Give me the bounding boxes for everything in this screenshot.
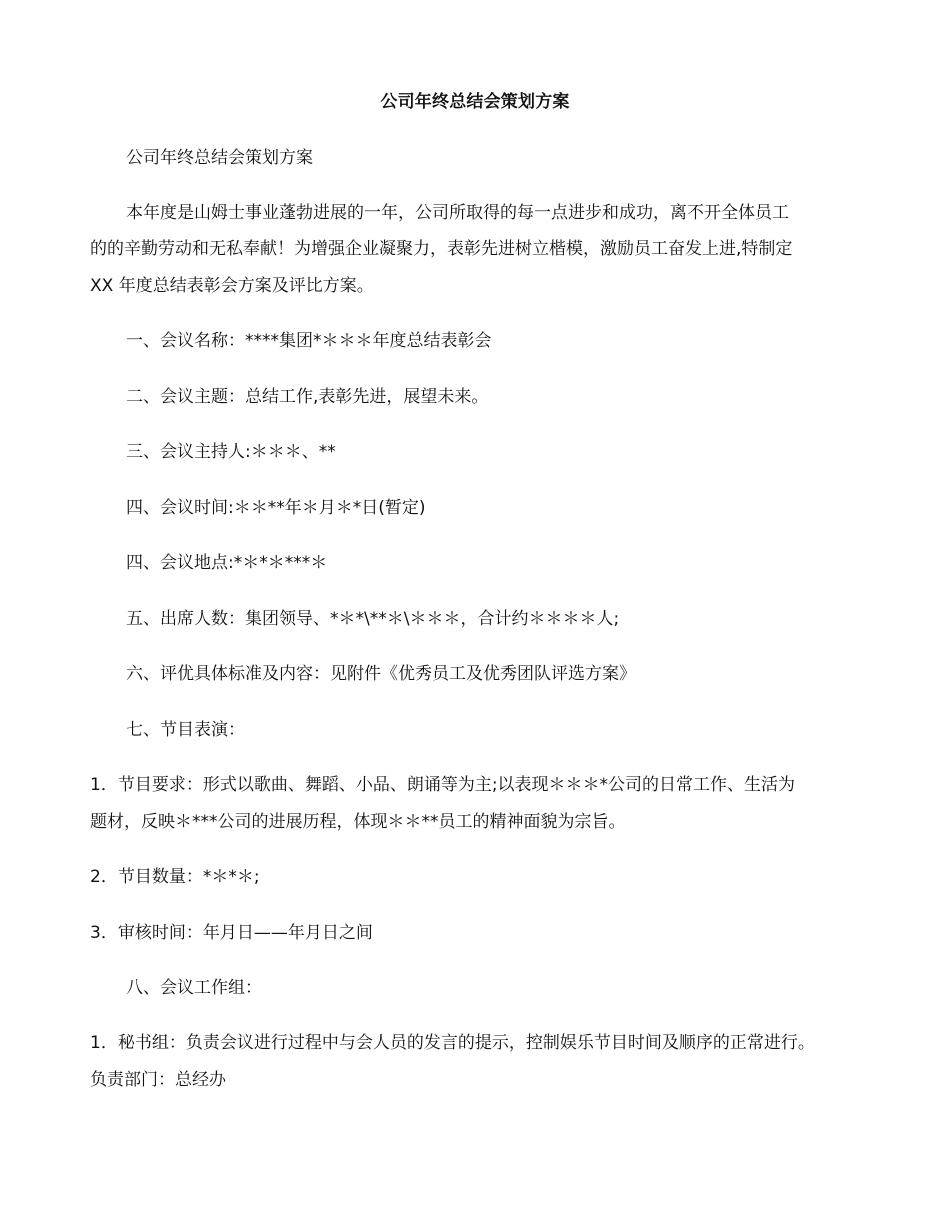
intro-line-1: 本年度是山姆士事业蓬勃进展的一年，公司所取得的每一点进步和成功，离不开全体员工 [126,203,789,223]
performance-count: 2．节目数量：*＊*＊; [90,867,260,887]
subtitle-line: 公司年终总结会策划方案 [126,148,313,168]
section-meeting-theme: 二、会议主题：总结工作,表彰先进，展望未来。 [126,387,489,407]
section-meeting-time: 四、会议时间:＊＊**年＊月＊*日(暂定) [126,498,426,518]
secretary-group-line-1: 1．秘书组：负责会议进行过程中与会人员的发言的提示，控制娱乐节目时间及顺序的正常进行。 [90,1033,815,1053]
secretary-group-line-2: 负责部门：总经办 [90,1070,226,1090]
section-performance: 七、节目表演： [126,720,245,740]
performance-requirement-line-1: 1．节目要求：形式以歌曲、舞蹈、小品、朗诵等为主;以表现＊＊＊*公司的日常工作、生活为 [90,775,796,795]
performance-review-time: 3．审核时间：年月日——年月日之间 [90,923,373,943]
section-meeting-name: 一、会议名称：****集团*＊＊＊年度总结表彰会 [126,331,492,351]
intro-line-2: 的的辛勤劳动和无私奉献！为增强企业凝聚力，表彰先进树立楷模，激励员工奋发上进,特制定 [90,239,793,259]
section-meeting-place: 四、会议地点:*＊*＊***＊ [126,553,328,573]
section-evaluation: 六、评优具体标准及内容：见附件《优秀员工及优秀团队评选方案》 [126,664,636,684]
section-meeting-host: 三、会议主持人:＊＊＊、** [126,442,336,462]
section-work-group: 八、会议工作组： [126,978,262,998]
document-title: 公司年终总结会策划方案 [380,92,570,112]
performance-requirement-line-2: 题材，反映＊***公司的进展历程，体现＊＊**员工的精神面貌为宗旨。 [90,812,626,832]
section-attendees: 五、出席人数：集团领导、*＊*\**＊\＊＊＊，合计约＊＊＊＊人; [126,609,620,629]
intro-line-3: XX 年度总结表彰会方案及评比方案。 [90,276,374,296]
